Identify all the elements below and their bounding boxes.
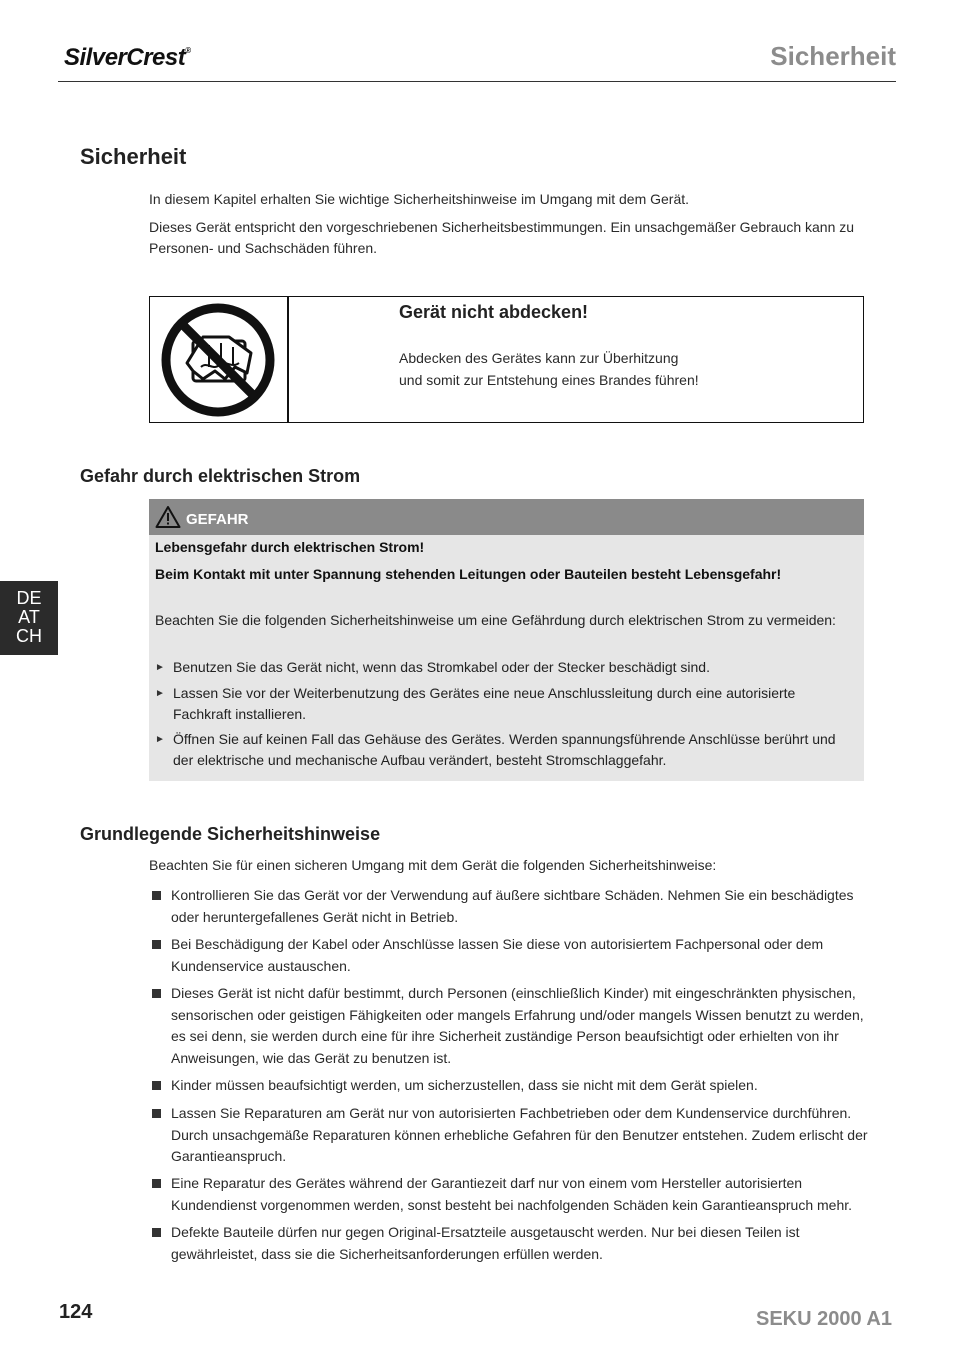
square-bullet-icon (152, 940, 161, 949)
square-bullet-icon (152, 1109, 161, 1118)
cover-warning-text-line-1: Abdecken des Gerätes kann zur Überhitzung (399, 350, 679, 366)
brand-logo (64, 44, 191, 72)
danger-bold-line-1: Lebensgefahr durch elektrischen Strom! (155, 539, 425, 555)
brand-name: SilverCrest (64, 44, 186, 71)
danger-item-text: Lassen Sie vor der Weiterbenutzung des Gerätes eine neue Anschlussleitung durch eine autorisierte Fachkraft installieren. (173, 685, 796, 722)
language-tab-ch: CH (16, 626, 42, 646)
electric-hazard-title: Gefahr durch elektrischen Strom (80, 466, 361, 486)
do-not-cover-icon (159, 301, 277, 419)
model-name: SEKU 2000 A1 (756, 1308, 892, 1330)
danger-label: GEFAHR (186, 511, 249, 528)
section-title: Sicherheit (80, 144, 187, 169)
intro-paragraph-2: Dieses Gerät entspricht den vorgeschriebenen Sicherheitsbestimmungen. Ein unsachgemäßer Gebrauch kann zu Personen- und Sachschäden führen. (149, 219, 855, 256)
danger-panel (149, 499, 864, 781)
language-tab-at: AT (18, 607, 40, 627)
basic-item-text: Lassen Sie Reparaturen am Gerät nur von autorisierten Fachbetrieben oder dem Kundenservice durchführen. Durch unsachgemäße Reparaturen können erhebliche Gefahren für den Benutzer entstehen. Zudem erlischt der Garantieanspruch. (171, 1105, 868, 1164)
cover-warning-text (399, 347, 839, 391)
danger-item-text: Benutzen Sie das Gerät nicht, wenn das Stromkabel oder der Stecker beschädigt sind. (173, 659, 710, 675)
basic-item-text: Dieses Gerät ist nicht dafür bestimmt, durch Personen (einschließlich Kinder) mit eingeschränkten physischen, sensorischen oder geistigen Fähigkeiten oder mangels Erfahrung und/oder mangels Wissen benutzt zu werden, es sei denn, sie werden durch eine für ihre Sicherheit zuständige Person beaufsichtigt oder erhielten von ihr Anweisungen, wie das Gerät zu benutzen ist. (171, 985, 864, 1066)
cover-warning-box (149, 296, 864, 423)
square-bullet-icon (152, 989, 161, 998)
arrow-marker-icon: ► (155, 688, 165, 699)
language-tab (0, 581, 58, 655)
basic-safety-intro: Beachten Sie für einen sicheren Umgang mit dem Gerät die folgenden Sicherheitshinweise: (149, 857, 717, 873)
header-divider (58, 81, 896, 82)
warning-triangle-icon (155, 505, 181, 529)
basic-item-text: Defekte Bauteile dürfen nur gegen Original-Ersatzteile ausgetauscht werden. Nur bei diesen Teilen ist gewährleistet, dass sie die Sicherheitsanforderungen erfüllen werden. (171, 1224, 800, 1262)
cover-warning-title: Gerät nicht abdecken! (399, 302, 589, 322)
header-title: Sicherheit (770, 41, 896, 71)
danger-bold-line-2: Beim Kontakt mit unter Spannung stehenden Leitungen oder Bauteilen besteht Lebensgefahr! (155, 566, 782, 582)
danger-intro: Beachten Sie die folgenden Sicherheitshinweise um eine Gefährdung durch elektrischen Strom zu vermeiden: (155, 612, 836, 628)
arrow-marker-icon: ► (155, 734, 165, 745)
danger-item-text: Öffnen Sie auf keinen Fall das Gehäuse des Gerätes. Werden spannungsführende Anschlüsse berührt und der elektrische und mechanische Aufbau verändert, besteht Stromschlaggefahr. (173, 731, 836, 768)
page-number: 124 (59, 1301, 93, 1323)
brand-registered-mark: ® (185, 46, 191, 55)
language-tab-de: DE (16, 588, 42, 608)
square-bullet-icon (152, 1081, 161, 1090)
basic-item-text: Eine Reparatur des Gerätes während der Garantiezeit darf nur von einem vom Hersteller autorisierten Kundendienst vorgenommen werden, sonst besteht bei nachfolgenden Schäden kein Garantieanspruch mehr. (171, 1175, 853, 1213)
arrow-marker-icon: ► (155, 662, 165, 673)
danger-panel-header (149, 499, 864, 535)
basic-item-text: Kinder müssen beaufsichtigt werden, um sicherzustellen, dass sie nicht mit dem Gerät spielen. (171, 1077, 758, 1093)
cover-warning-text-line-2: und somit zur Entstehung eines Brandes führen! (399, 372, 699, 388)
cover-warning-divider (287, 297, 289, 422)
intro-paragraph-1: In diesem Kapitel erhalten Sie wichtige Sicherheitshinweise im Umgang mit dem Gerät. (149, 191, 690, 207)
basic-item-text: Kontrollieren Sie das Gerät vor der Verwendung auf äußere sichtbare Schäden. Nehmen Sie ein beschädigtes oder heruntergefallenes Gerät nicht in Betrieb. (171, 887, 854, 925)
square-bullet-icon (152, 1228, 161, 1237)
square-bullet-icon (152, 891, 161, 900)
square-bullet-icon (152, 1179, 161, 1188)
basic-item-text: Bei Beschädigung der Kabel oder Anschlüsse lassen Sie diese von autorisiertem Fachpersonal oder dem Kundenservice austauschen. (171, 936, 824, 974)
basic-safety-title: Grundlegende Sicherheitshinweise (80, 824, 381, 844)
